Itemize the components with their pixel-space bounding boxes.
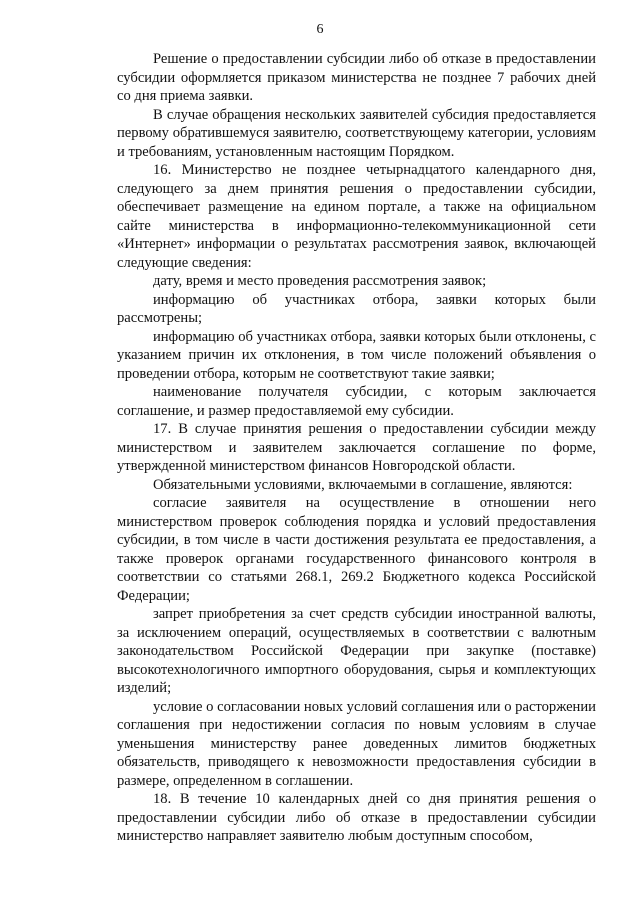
paragraph-16-item-date: дату, время и место проведения рассмотрения заявок; <box>153 273 487 289</box>
paragraph-16-item-rejected: информацию об участниках отбора, заявки которых были отклонены, с указанием причин их отклонения, в том числе положений объявления о проведении отбора, которым не соответствуют такие заявки; <box>117 328 596 382</box>
page-number: 6 <box>316 22 324 37</box>
paragraph-mandatory-conditions: Обязательными условиями, включаемыми в соглашение, являются: <box>153 476 573 493</box>
paragraph-decision-order: Решение о предоставлении субсидии либо об отказе в предоставлении субсидии оформляется приказом министерства не позднее 7 рабочих дней со дня приема заявки. <box>117 51 596 104</box>
paragraph-16-item-recipient: наименование получателя субсидии, с которым заключается соглашение, и размер предоставляемой ему субсидии. <box>117 384 596 419</box>
paragraph-multiple-applicants: В случае обращения нескольких заявителей субсидия предоставляется первому обратившемуся заявителю, соответствующему категории, условиям и требованиям, установленным настоящим Порядком. <box>117 106 596 160</box>
paragraph-16-item-reviewed: информацию об участниках отбора, заявки которых были рассмотрены; <box>117 291 596 326</box>
paragraph-18: 18. В течение 10 календарных дней со дня принятия решения о предоставлении субсидии либо об отказе в предоставлении субсидии министерство направляет заявителю любым доступным способом, <box>117 791 596 844</box>
document-body <box>117 50 596 846</box>
paragraph-condition-agreement-change: условие о согласовании новых условий соглашения или о расторжении соглашения при недостижении согласия по новым условиям в случае уменьшения министерству ранее доведенных лимитов бюджетных обязательств, приводящего к невозможности предоставления субсидии в размере, определенном в соглашении. <box>117 698 596 789</box>
paragraph-16: 16. Министерство не позднее четырнадцатого календарного дня, следующего за днем принятия решения о предоставлении субсидии, обеспечивает размещение на едином портале, а также на официальном сайте министерства в информационно-телекоммуникационной сети «Интернет» информации о результатах рассмотрения заявок, включающей следующие сведения: <box>117 162 596 271</box>
paragraph-condition-consent: согласие заявителя на осуществление в отношении него министерством проверок соблюдения порядка и условий предоставления субсидии, в том числе в части достижения результата ее предоставления, а также проверок органами государственного финансового контроля в соответствии со статьями 268.1, 269.2 Бюджетного кодекса Российской Федерации; <box>117 495 596 604</box>
paragraph-condition-currency-ban: запрет приобретения за счет средств субсидии иностранной валюты, за исключением операций, осуществляемых в соответствии с валютным законодательством Российской Федерации при закупке (поставке) высокотехнологичного импортного оборудования, сырья и комплектующих изделий; <box>117 606 596 696</box>
paragraph-17: 17. В случае принятия решения о предоставлении субсидии между министерством и заявителем заключается соглашение по форме, утвержденной министерством финансов Новгородской области. <box>117 421 596 474</box>
